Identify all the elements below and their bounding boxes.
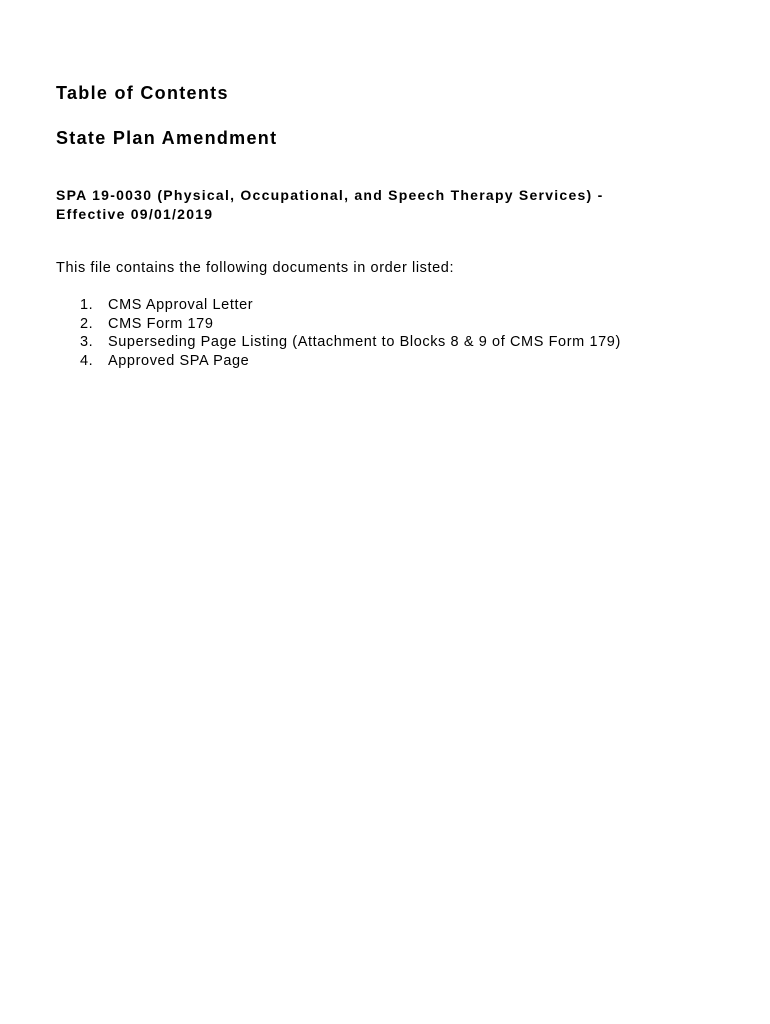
list-item-number: 1. xyxy=(80,297,94,313)
spa-effective-date: Effective 09/01/2019 xyxy=(56,206,214,222)
list-item xyxy=(80,315,621,334)
list-item-label: CMS Form 179 xyxy=(108,315,214,332)
section-heading: State Plan Amendment xyxy=(56,128,278,148)
list-item xyxy=(80,333,621,352)
list-item-number: 4. xyxy=(80,353,94,370)
list-item-number: 3. xyxy=(80,334,94,351)
spa-identifier-line-1: SPA 19-0030 (Physical, Occupational, and Speech Therapy Services) - xyxy=(56,187,604,203)
page-title: Table of Contents xyxy=(56,83,229,103)
list-item-label: CMS Approval Letter xyxy=(108,297,254,313)
list-item xyxy=(80,296,621,315)
list-item-label: Approved SPA Page xyxy=(108,353,250,370)
spa-identifier xyxy=(56,186,716,224)
list-item xyxy=(80,352,621,371)
list-item-number: 2. xyxy=(80,315,94,332)
list-item-label: Superseding Page Listing (Attachment to Blocks 8 & 9 of CMS Form 179) xyxy=(108,334,621,351)
intro-text: This file contains the following documents in order listed: xyxy=(56,260,455,276)
document-list xyxy=(80,296,621,371)
